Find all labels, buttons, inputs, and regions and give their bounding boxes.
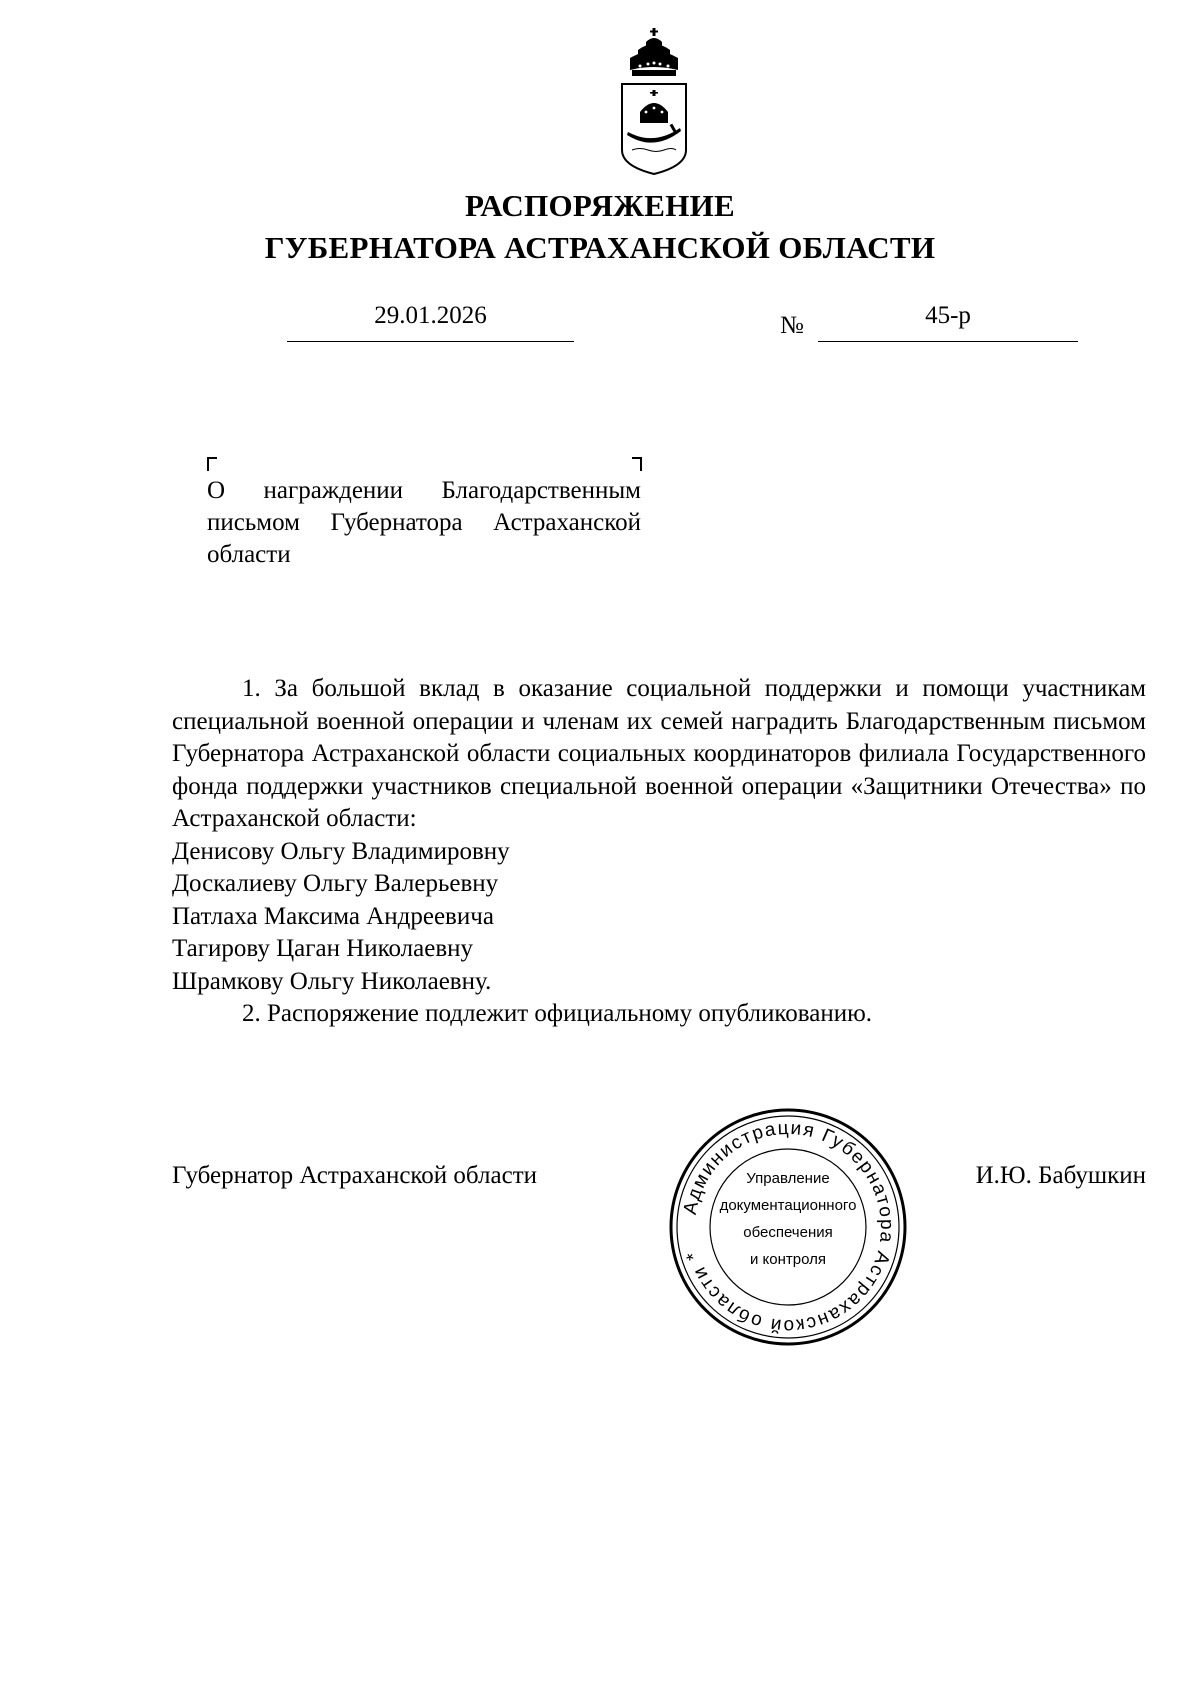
subject-line: письмом Губернатора Астраханской <box>207 509 641 536</box>
document-body <box>172 673 1146 1031</box>
stamp-center-line: и контроля <box>749 1251 826 1268</box>
awardee-name: Доскалиеву Ольгу Валерьевну <box>172 870 499 897</box>
subject-corner-left <box>207 457 217 471</box>
subject-corner-right <box>632 457 642 471</box>
awardee-name: Шрамкову Ольгу Николаевну. <box>172 967 492 995</box>
stamp-ring-text: Администрация Губернатора Астраханской области <box>679 1117 898 1337</box>
number-underline <box>818 341 1078 342</box>
document-date: 29.01.2026 <box>374 302 487 329</box>
stamp-center-line: обеспечения <box>743 1224 833 1241</box>
date-underline <box>287 341 574 342</box>
stamp-center-line: документационного <box>719 1197 857 1214</box>
awardee-name: Денисову Ольгу Владимировну <box>172 837 510 865</box>
awardee-name: Тагирову Цаган Николаевну <box>172 935 474 962</box>
number-sign: № <box>780 312 804 339</box>
document-number: 45-р <box>925 302 971 329</box>
stamp-center-line: Управление <box>746 1170 830 1187</box>
awardee-name: Патлаха Максима Андреевича <box>172 902 494 930</box>
paragraph-2: 2. Распоряжение подлежит официальному опубликованию. <box>242 1000 873 1027</box>
signatory-name: И.Ю. Бабушкин <box>975 1162 1146 1189</box>
subject-line: О награждении Благодарственным <box>207 477 641 504</box>
document-issuer: ГУБЕРНАТОРА АСТРАХАНСКОЙ ОБЛАСТИ <box>264 230 936 265</box>
document-title: РАСПОРЯЖЕНИЕ <box>464 188 736 223</box>
signatory-position: Губернатор Астраханской области <box>172 1162 538 1189</box>
stamp-ring-separator: * <box>682 1247 705 1263</box>
coat-of-arms-emblem <box>618 28 690 176</box>
stamp-center-text <box>704 1165 872 1273</box>
document-subject <box>207 475 641 571</box>
subject-line: области <box>207 541 291 568</box>
paragraph-1: 1. За большой вклад в оказание социальной поддержки и помощи участникам специальной военной операции и членам их семей наградить Благодарственным письмом Губернатора Астраханской области социальных координаторов филиала Государственного фонда поддержки участников специальной военной операции «Защитники Отечества» по Астраханской области: <box>172 675 1146 832</box>
